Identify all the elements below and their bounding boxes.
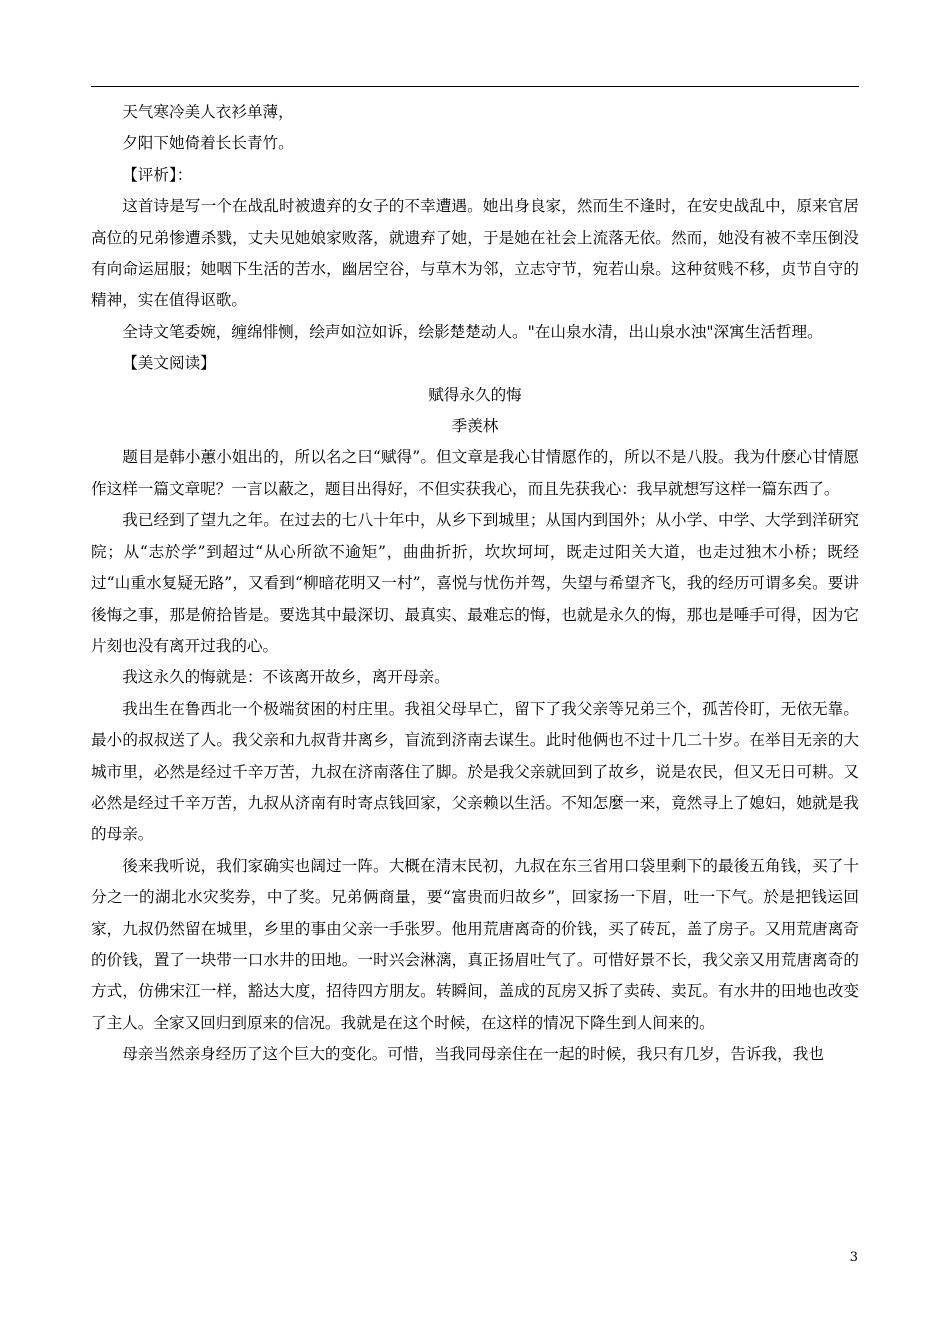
document-body — [91, 97, 859, 1071]
article-paragraph: 题目是韩小蕙小姐出的，所以名之曰“赋得”。但文章是我心甘情愿作的，所以不是八股。我为什麽心甘情愿作这样一篇文章呢？一言以蔽之，题目出得好，不但实获我心，而且先获我心：我早就想写这样一篇东西了。 — [91, 448, 859, 498]
article-paragraph: 我已经到了望九之年。在过去的七八十年中，从乡下到城里；从国内到国外；从小学、中学、大学到洋研究院；从“志於学”到超过“从心所欲不逾矩”，曲曲折折，坎坎坷坷，既走过阳关大道，也走过独木小桥；既经过“山重水复疑无路”，又看到“柳暗花明又一村”，喜悦与忧伤并驾，失望与希望齐飞，我的经历可谓多矣。要讲後悔之事，那是俯拾皆是。要选其中最深切、最真实、最难忘的悔，也就是永久的悔，那也是唾手可得，因为它片刻也没有离开过我的心。 — [91, 511, 859, 655]
analysis-heading: 【评析】： — [122, 165, 193, 184]
page-number: 3 — [849, 1250, 858, 1265]
article-paragraph: 我出生在鲁西北一个极端贫困的村庄里。我祖父母早亡，留下了我父亲等兄弟三个，孤苦伶盯，无依无靠。最小的叔叔送了人。我父亲和九叔背井离乡，盲流到济南去谋生。此时他俩也不过十几二十岁。在举目无亲的大城市里，必然是经过千辛万苦，九叔在济南落住了脚。於是我父亲就回到了故乡，说是农民，但又无日可耕。又必然是经过千辛万苦，九叔从济南有时寄点钱回家，父亲赖以生活。不知怎麼一来，竟然寻上了媳妇，她就是我的母亲。 — [91, 699, 859, 844]
analysis-paragraph: 全诗文笔委婉，缠绵悱恻，绘声如泣如诉，绘影楚楚动人。"在山泉水清，出山泉水浊"深寓生活哲理。 — [122, 322, 823, 341]
article-paragraph: 母亲当然亲身经历了这个巨大的变化。可惜，当我同母亲住在一起的时候，我只有几岁，告诉我，我也 — [122, 1045, 824, 1064]
article-title: 赋得永久的悔 — [428, 385, 522, 404]
reading-heading: 【美文阅读】 — [122, 354, 216, 373]
article-paragraph: 我这永久的悔就是：不该离开故乡，离开母亲。 — [122, 668, 450, 687]
poem-line: 天气寒冷美人衣衫单薄， — [122, 103, 294, 121]
poem-line: 夕阳下她倚着长长青竹。 — [122, 134, 294, 153]
article-paragraph: 後来我听说，我们家确实也阔过一阵。大概在清末民初，九叔在东三省用口袋里剩下的最後五角钱，买了十分之一的湖北水灾奖券，中了奖。兄弟俩商量，要“富贵而归故乡”，回家扬一下眉，吐一下气。於是把钱运回家，九叔仍然留在城里，乡里的事由父亲一手张罗。他用荒唐离奇的价钱，买了砖瓦，盖了房子。又用荒唐离奇的价钱，置了一块带一口水井的田地。一时兴会淋漓，真正扬眉吐气了。可惜好景不长，我父亲又用荒唐离奇的方式，仿佛宋江一样，豁达大度，招待四方朋友。转瞬间，盖成的瓦房又拆了卖砖、卖瓦。有水井的田地也改变了主人。全家又回归到原来的信况。我就是在这个时候，在这样的情况下降生到人间来的。 — [91, 856, 859, 1032]
analysis-paragraph: 这首诗是写一个在战乱时被遗弃的女子的不幸遭遇。她出身良家，然而生不逢时，在安史战乱中，原来官居高位的兄弟惨遭杀戮，丈夫见她娘家败落，就遗弃了她，于是她在社会上流落无依。然而，她没有被不幸压倒没有向命运屈服；她咽下生活的苦水，幽居空谷，与草木为邻，立志守节，宛若山泉。这种贫贱不移，贞节自守的精神，实在值得讴歌。 — [91, 197, 859, 310]
article-author: 季羡林 — [451, 417, 499, 436]
header-rule — [91, 86, 859, 87]
